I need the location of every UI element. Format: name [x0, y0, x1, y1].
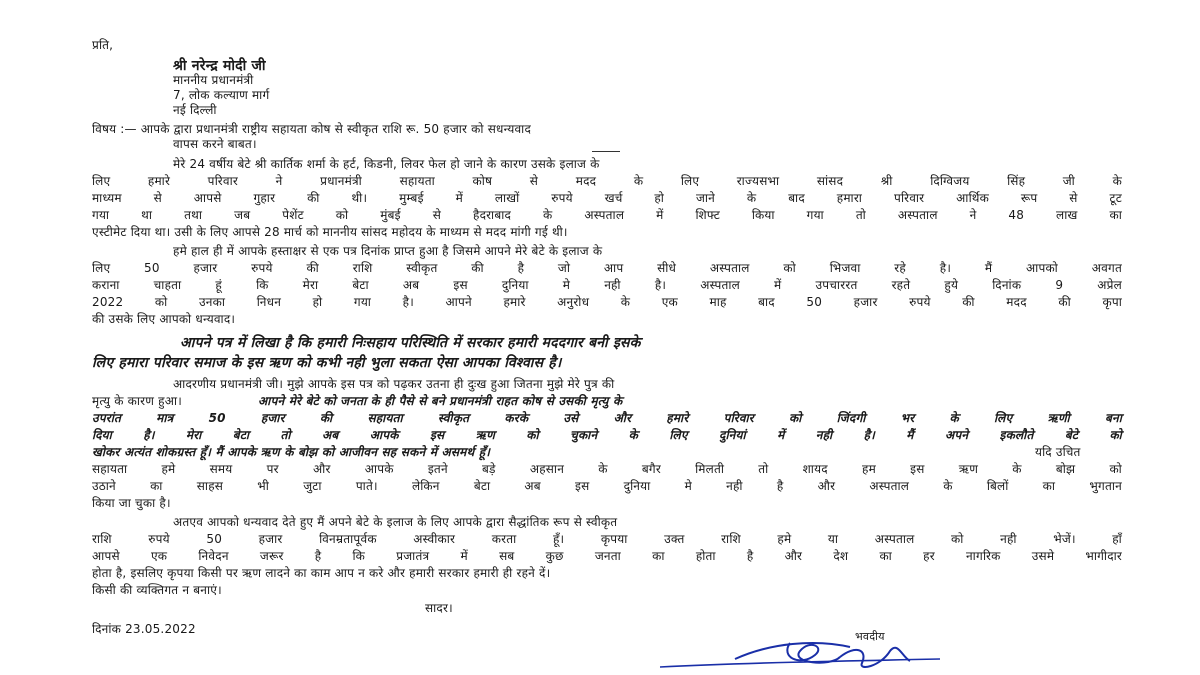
- p5-line: होता है, इसलिए कृपया किसी पर ऋण लादने का काम आप न करे और हमारी सरकार हमारी ही रहने दें।: [92, 566, 551, 580]
- recipient-address-line2: नई दिल्ली: [173, 103, 217, 117]
- p4-line: आदरणीय प्रधानमंत्री जी। मुझे आपके इस पत्र को पढ़कर उतना ही दुःख हुआ जितना मुझे मेरे पुत्र की: [173, 377, 615, 391]
- p4-line: उठाने का साहस भी जुटा पाते। लेकिन बेटा अब इस दुनिया मे नही है और अस्पताल के बिलों का भुगतान: [92, 479, 1122, 493]
- p4-line-emphasis: दिया है। मेरा बेटा तो अब आपके इस ऋण को चुकाने के लिए दुनियां में नही है। मैं अपने इकलौते बेटे को: [92, 428, 1122, 442]
- p4-line: सहायता हमे समय पर और आपके इतने बड़े अहसान के बगैर मिलती तो शायद हम इस ऋण के बोझ को: [92, 462, 1122, 476]
- subject-line2: वापस करने बाबत।: [173, 137, 257, 151]
- p2-line: कराना चाहता हूं कि मेरा बेटा अब इस दुनिया मे नही है। अस्पताल में उपचाररत रहते हुये दिनांक 9 अप्रेल: [92, 278, 1122, 292]
- signature-image: [640, 637, 980, 675]
- p1-line: गया था तथा जब पेशेंट को मुंबई से हैदराबाद के अस्पताल में शिफ्ट किया गया तो अस्पताल ने 48 लाख का: [92, 208, 1122, 222]
- p4-line: किया जा चुका है।: [92, 496, 171, 510]
- p2-line: हमे हाल ही में आपके हस्ताक्षर से एक पत्र दिनांक प्राप्त हुआ है जिसमे आपने मेरे बेटे के इलाज के: [173, 244, 603, 258]
- closing: सादर।: [425, 601, 453, 615]
- p3-line: लिए हमारा परिवार समाज के इस ऋण को कभी नही भुला सकता ऐसा आपका विश्वास है।: [92, 355, 562, 371]
- p5-line: अतएव आपको धन्यवाद देते हुए मैं अपने बेटे के इलाज के लिए आपके द्वारा सैद्धांतिक रूप से स्वीकृत: [173, 515, 618, 529]
- p1-line: एस्टीमेट दिया था। उसी के लिए आपसे 28 मार्च को माननीय सांसद महोदय के माध्यम से मदद मांगी गई थी।: [92, 225, 568, 239]
- p4-line-emphasis: आपने मेरे बेटे को जनता के ही पैसे से बने प्रधानमंत्री राहत कोष से उसकी मृत्यु के: [258, 394, 623, 408]
- subject-line1: विषय :— आपके द्वारा प्रधानमंत्री राष्ट्रीय सहायता कोष से स्वीकृत राशि रू. 50 हजार को सधन्यवाद: [92, 122, 532, 136]
- p1-line: मेरे 24 वर्षीय बेटे श्री कार्तिक शर्मा के हर्ट, किडनी, लिवर फेल हो जाने के कारण उसके इलाज के: [173, 157, 600, 171]
- p1-line: लिए हमारे परिवार ने प्रधानमंत्री सहायता कोष से मदद के लिए राज्यसभा सांसद श्री दिग्विजय सिंह जी के: [92, 174, 1122, 188]
- subject-divider: [592, 151, 620, 152]
- p2-line: लिए 50 हजार रुपये की राशि स्वीकृत की है जो आप सीधे अस्पताल को भिजवा रहे है। मैं आपको अवगत: [92, 261, 1122, 275]
- p1-line: माध्यम से आपसे गुहार की थी। मुम्बई में लाखों रुपये खर्च हो जाने के बाद हमारा परिवार आर्थिक रूप से टूट: [92, 191, 1122, 205]
- p4-line: यदि उचित: [1035, 445, 1081, 459]
- p2-line: 2022 को उनका निधन हो गया है। आपने हमारे अनुरोध के एक माह बाद 50 हजार रुपये की मदद की कृपा: [92, 295, 1122, 309]
- letter-date: दिनांक 23.05.2022: [92, 622, 196, 636]
- recipient-designation: माननीय प्रधानमंत्री: [173, 73, 254, 87]
- signoff: भवदीय: [855, 630, 885, 643]
- p5-line: राशि रुपये 50 हजार विनम्रतापूर्वक अस्वीकार करता हूँ। कृपया उक्त राशि हमे या अस्पताल को नही भेजें। हाँ: [92, 532, 1122, 546]
- p5-line: किसी की व्यक्तिगत न बनाएं।: [92, 583, 222, 597]
- recipient-address-line1: 7, लोक कल्याण मार्ग: [173, 88, 270, 102]
- to-label: प्रति,: [92, 38, 114, 52]
- p4-line: मृत्यु के कारण हुआ।: [92, 394, 182, 408]
- recipient-name: श्री नरेन्द्र मोदी जी: [173, 58, 266, 74]
- p4-line-emphasis: खोकर अत्यंत शोकग्रस्त हूँ। मैं आपके ऋण के बोझ को आजीवन सह सकने में असमर्थ हूँ।: [92, 445, 491, 459]
- p3-line: आपने पत्र में लिखा है कि हमारी निःसहाय परिस्थिति में सरकार हमारी मददगार बनी इसके: [180, 335, 641, 351]
- p5-line: आपसे एक निवेदन जरूर है कि प्रजातंत्र में सब कुछ जनता का होता है और देश का हर नागरिक उसमे भागीदार: [92, 549, 1122, 563]
- p2-line: की उसके लिए आपको धन्यवाद।: [92, 312, 236, 326]
- p4-line-emphasis: उपरांत मात्र 50 हजार की सहायता स्वीकृत करके उसे और हमारे परिवार को जिंदगी भर के लिए ऋणी बना: [92, 411, 1122, 425]
